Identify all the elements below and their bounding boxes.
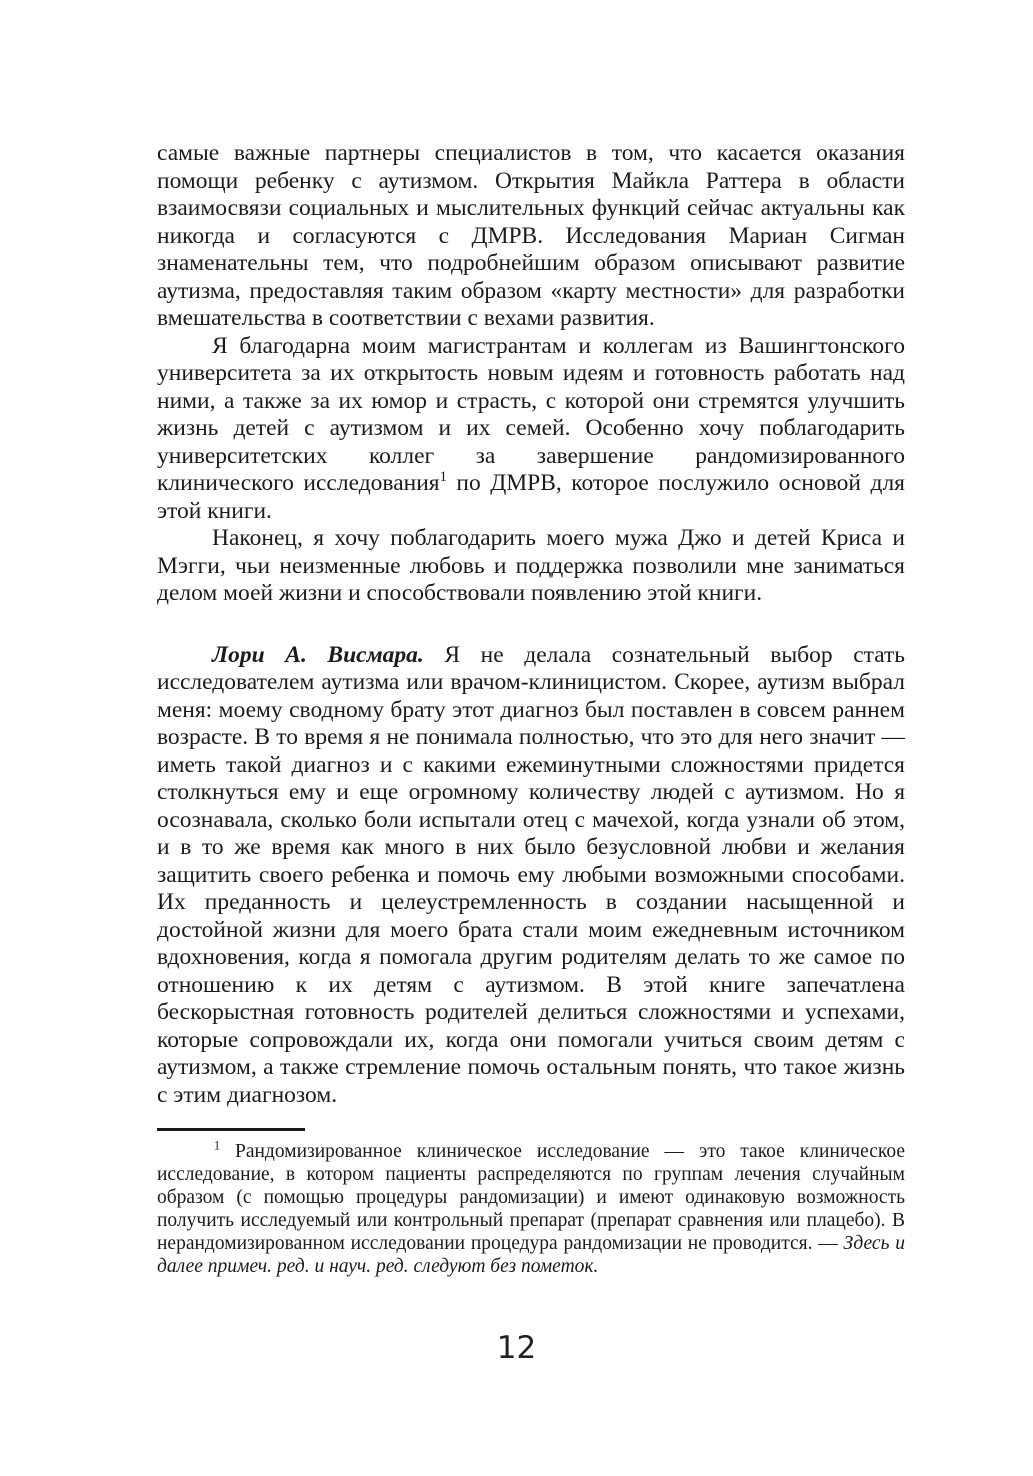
footnote-marker: 1 [214,1138,221,1153]
footnote-reference-1: 1 [439,469,447,486]
footnote-text [157,1140,905,1278]
paragraph-gratitude-colleagues [157,333,905,526]
footnote-section [157,1128,905,1278]
paragraph-gratitude-family: Наконец, я хочу поблагодарить моего мужа Джо и детей Криса и Мэгги, чьи неизменные любовь и поддержка позволили мне заниматься делом моей жизни и способствовали появлению этой книги. [157,525,905,606]
page-number: 12 [496,1330,537,1366]
paragraph-author-statement [157,642,905,1110]
author-name: Лори А. Висмара. [212,641,424,668]
paragraph-text: Я не делала сознательный выбор стать исследователем аутизма или врачом-клиницистом. Скорее, аутизм выбрал меня: моему сводному брату этот диагноз был поставлен в совсем раннем возрасте. В то время я не понимала полностью, что это для него значит — иметь такой диагноз и с какими ежеминутными сложностями придется столкнуться ему и еще огромному количеству людей с аутизмом. Но я осознавала, сколько боли испытали отец с мачехой, когда узнали об этом, и в то же время как много в них было безусловной любви и желания защитить своего ребенка и помочь ему любыми возможными способами. Их преданность и целеустремленность в создании насыщенной и достойной жизни для моего брата стали моим ежедневным источником вдохновения, когда я помогала другим родителям делать то же самое по отношению к их детям с аутизмом. В этой книге запечатлена бескорыстная готовность родителей делиться сложностями и успехами, которые сопровождали их, когда они помогали учиться своим детям с аутизмом, а также стремление помочь остальным понять, что такое жизнь с этим диагнозом. [157,641,906,1108]
footnote-editor-note: Здесь и далее примеч. ред. и науч. ред. следуют без пометок. [157,1233,905,1277]
paragraph-text: Я благодарна моим магистрантам и коллегам из Вашингтонского университета за их открытость новым идеям и готовность работать над ними, а также за их юмор и страсть, с которой они стремятся улучшить жизнь детей с аутизмом и их семей. Особенно хочу поблагодарить университетских коллег за завершение рандомизированного клинического исследования [157,332,905,496]
paragraph-acknowledgements-continuation: самые важные партнеры специалистов в том, что касается оказания помощи ребенку с аутизмом. Открытия Майкла Раттера в области взаимосвязи социальных и мыслительных функций сейчас актуальны как никогда и согласуются с ДМРВ. Исследования Мариан Сигман знаменательны тем, что подробнейшим образом описывают развитие аутизма, предоставляя таким образом «карту местности» для разработки вмешательства в соответствии с вехами развития. [157,140,905,331]
footnote-definition: Рандомизированное клиническое исследование — это такое клиническое исследование, в котором пациенты распределяются по группам лечения случайным образом (с помощью процедуры рандомизации) и имеют одинаковую возможность получить исследуемый или контрольный препарат (препарат сравнения или плацебо). В нерандомизированном исследовании процедура рандомизации не проводится. — [157,1141,906,1254]
page-body [157,140,905,1109]
footnote-separator-rule [157,1128,305,1131]
paragraph-text: по ДМРВ, которое послужило основой для этой книги. [157,470,905,524]
